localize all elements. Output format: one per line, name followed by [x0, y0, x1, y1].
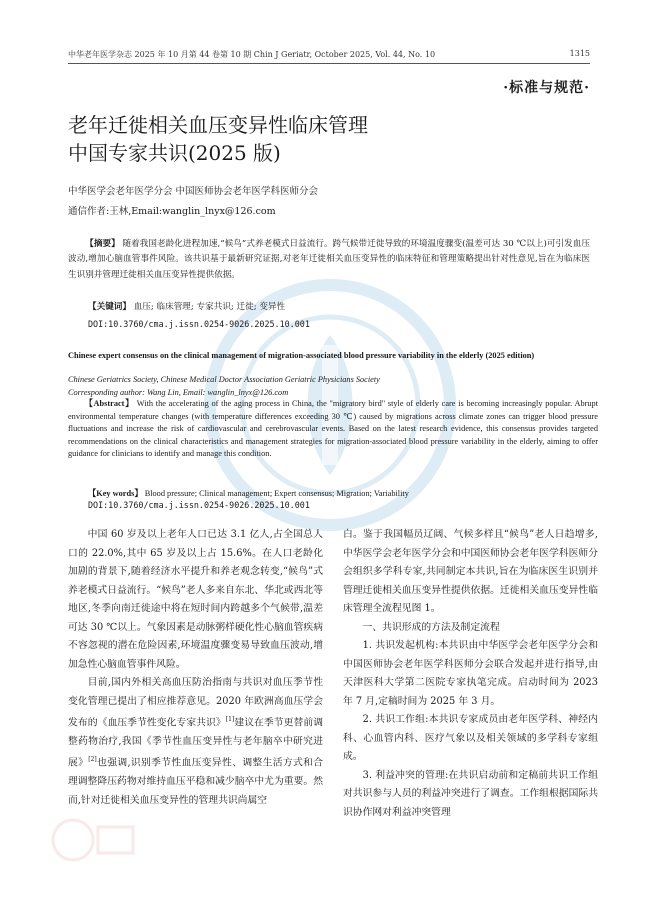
corresponding-author: 通信作者:王林,Email:wanglin_lnyx@126.com: [68, 206, 276, 217]
author-groups: 中华医学会老年医学分会 中国医师协会老年医学科医师分会: [68, 186, 319, 197]
title-line-1: 老年迁徙相关血压变异性临床管理: [68, 113, 368, 137]
running-head: 中华老年医学杂志 2025 年 10 月第 44 卷第 10 期 Chin J Geriatr, October 2025, Vol. 44, No. 10: [68, 50, 436, 59]
citation-link[interactable]: [2]: [88, 756, 97, 764]
body-paragraph: 目前,国内外相关高血压防治指南与共识对血压季节性变化管理已提出了相应推荐意见。2020 年欧洲高血压学会发布的《血压季节性变化专家共识》[1]建议在季节更替前调整药物治疗,我国《季节性血压变异性与老年脑卒中研究进展》[2]也强调,识别季节性血压变异性、调整生活方式和合理调整降压药物对维持血压平稳和减少脑卒中尤为重要。然而,针对迁徙相关血压变异性的管理共识尚属空: [68, 677, 324, 806]
abstract-cn: [68, 237, 590, 283]
title-line-2: 中国专家共识(2025 版): [68, 141, 281, 165]
body-column-right: [343, 526, 598, 822]
section-heading: 一、共识形成的方法及制定流程: [362, 621, 500, 633]
english-authors: Chinese Geriatrics Society, Chinese Medical Doctor Association Geriatric Physicians Society: [68, 375, 380, 384]
keywords-cn-label: 【关键词】: [88, 302, 131, 312]
doi-cn: DOI:10.3760/cma.j.issn.0254-9026.2025.10.001: [88, 319, 310, 329]
body-paragraph: 2. 共识工作组:本共识专家成员由老年医学科、神经内科、心血管内科、医疗气象以及相关领域的多学科专家组成。: [343, 714, 598, 762]
english-title: Chinese expert consensus on the clinical management of migration-associated blood pressure variability in the elderly (2025 edition): [68, 351, 535, 360]
keywords-en: [88, 487, 409, 499]
body-column-left: [68, 526, 323, 810]
header-rule: [68, 63, 590, 64]
keywords-cn-text: 血压; 临床管理; 专家共识; 迁徙; 变异性: [130, 302, 286, 312]
abstract-cn-text: 随着我国老龄化进程加速,“候鸟”式养老模式日益流行。跨气候带迁徙导致的环境温度骤变(温差可达 30 ℃以上)可引发血压波动,增加心脑血管事件风险。该共识基于最新研究证据,对老年迁徙相关血压变异性的临床特征和管理策略提出针对性意见,旨在为临床医生识别并管理迁徙相关血压变异性提供依据。: [68, 239, 590, 280]
abstract-en-label: 【Abstract】: [84, 399, 135, 408]
body-paragraph: 3. 利益冲突的管理:在共识启动前和定稿前共识工作组对共识参与人员的利益冲突进行了调查。工作组根据国际共识协作网对利益冲突管理: [343, 769, 598, 818]
citation-link[interactable]: [1]: [225, 716, 235, 723]
body-paragraph: 1. 共识发起机构:本共识由中华医学会老年医学分会和中国医师协会老年医学科医师分会联合发起并进行指导,由天津医科大学第二医院专家执笔完成。启动时间为 2023 年 7 月,定稿时间为 2025 年 3 月。: [343, 640, 598, 707]
abstract-cn-label: 【摘要】: [85, 239, 120, 249]
english-corresponding: Corresponding author: Wang Lin, Email: wanglin_lnyx@126.com: [68, 388, 289, 397]
doi-en: DOI:10.3760/cma.j.issn.0254-9026.2025.10.001: [88, 500, 310, 510]
keywords-cn: [88, 300, 285, 312]
page-number: 1315: [569, 49, 590, 58]
publisher-stamp-icon: [48, 815, 138, 865]
keywords-en-text: Blood pressure; Clinical management; Expert consensus; Migration; Variability: [142, 489, 409, 498]
abstract-en: [68, 398, 598, 461]
keywords-en-label: 【Key words】: [88, 489, 143, 498]
body-paragraph: 中国 60 岁及以上老年人口已达 3.1 亿人,占全国总人口的 22.0%,其中 65 岁及以上占 15.6%。在人口老龄化加剧的背景下,随着经济水平提升和养老观念转变,“候鸟”式养老模式日益流行。“候鸟”老人多来自东北、华北或西北等地区,冬季向南迁徙途中将在短时间内跨越多个气候带,温差可达 30 ℃以上。气象因素是动脉粥样硬化性心脑血管疾病不容忽视的潜在危险因素,环境温度骤变易导致血压波动,增加急性心脑血管事件风险。: [68, 529, 323, 670]
body-paragraph: 白。鉴于我国幅员辽阔、气候多样且“候鸟”老人日趋增多,中华医学会老年医学分会和中国医师协会老年医学科医师分会组织多学科专家,共同制定本共识,旨在为临床医生识别并管理迁徙相关血压变异性提供依据。迁徙相关血压变异性临床管理全流程见图 1。: [343, 529, 598, 614]
abstract-en-text: With the accelerating of the aging process in China, the "migratory bird" style of elderly care is becoming increasingly popular. Abrupt environmental temperature changes (with temperature differences exceeding 30 ℃) caused by migrations across climate zones can trigger blood pressure fluctuations and increase the risk of cardiovascular and cerebrovascular events. Based on the latest research evidence, this consensus provides targeted recommendations on the clinical characteristics and management strategies for migration-associated blood pressure variability in the elderly, aiming to offer guidance for clinicians to identify and manage this condition.: [68, 399, 598, 459]
column-tag: ·标准与规范·: [503, 80, 590, 96]
article-title: [68, 111, 368, 167]
